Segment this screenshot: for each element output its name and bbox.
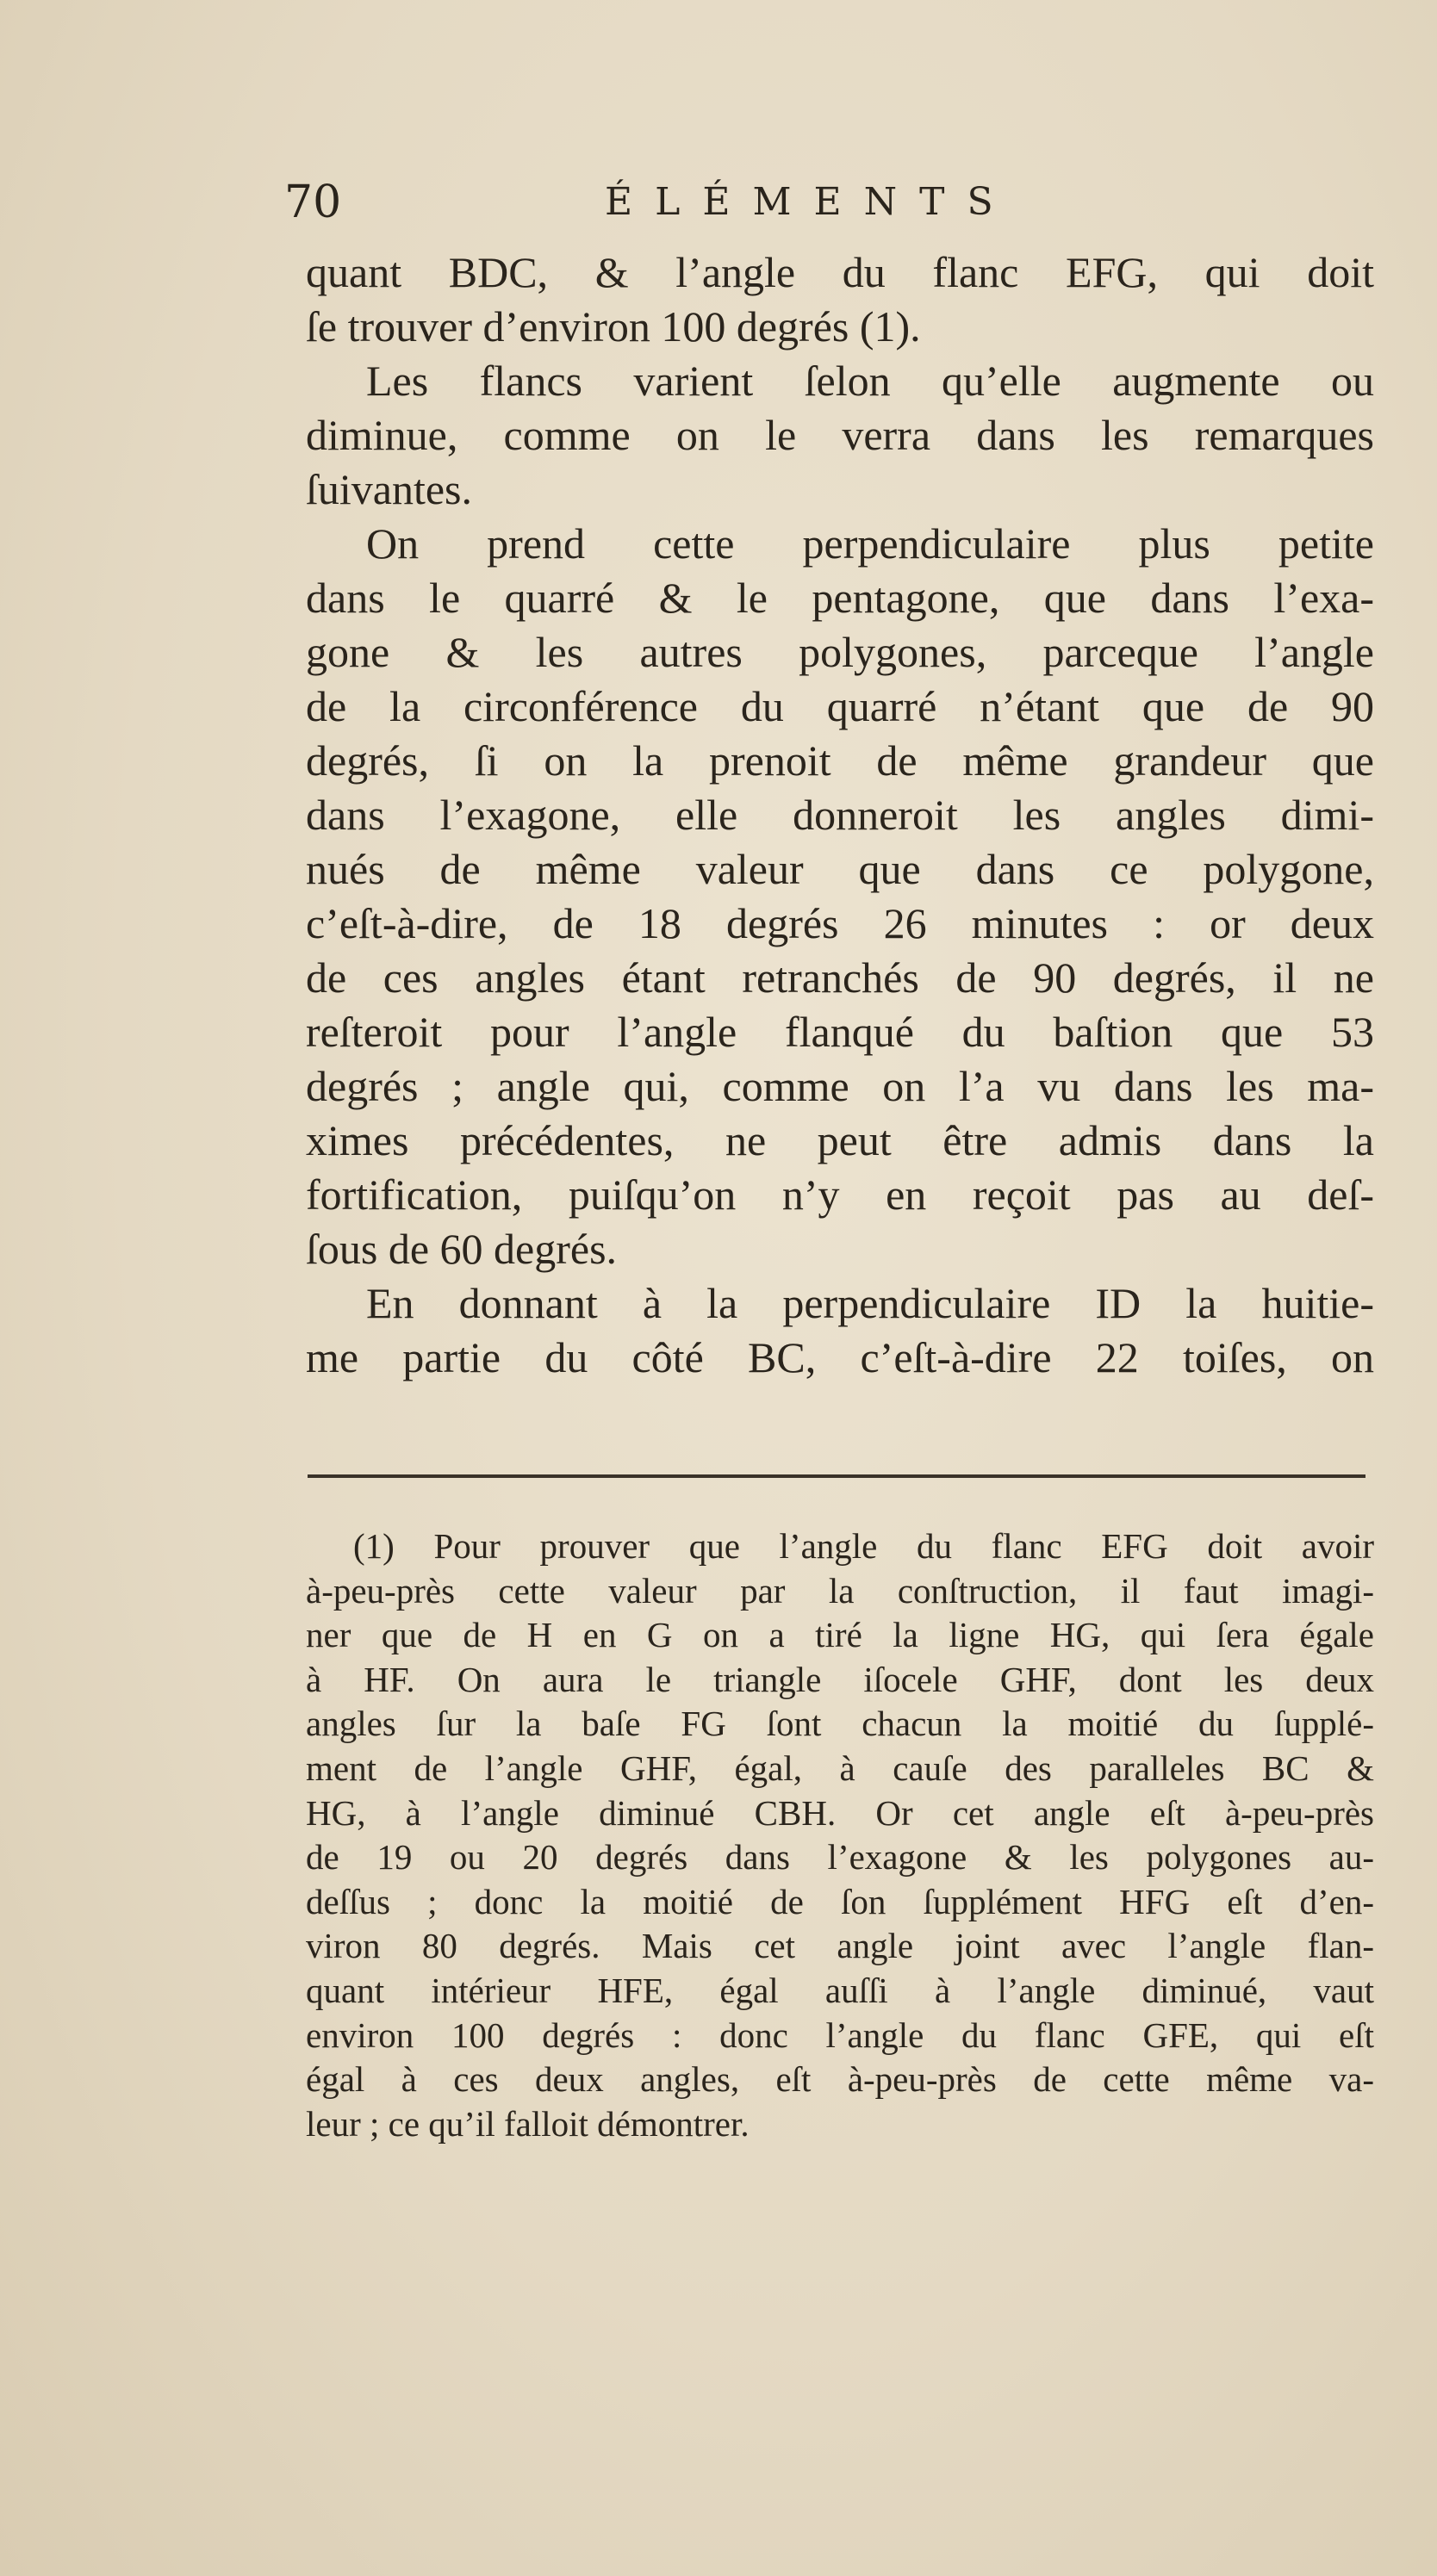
main-text <box>306 245 1374 1385</box>
text-line: ſe trouver d’environ 100 degrés (1). <box>306 302 921 351</box>
footnote-line: angles ſur la baſe FG ſont chacun la moitié du ſupplé- <box>306 1704 1374 1744</box>
footnote-rule <box>308 1474 1365 1478</box>
footnote <box>306 1524 1374 2146</box>
text-line: de la circonférence du quarré n’étant que de 90 <box>306 682 1374 730</box>
text-line: dans l’exagone, elle donneroit les angles dimi- <box>306 791 1374 839</box>
footnote-line: viron 80 degrés. Mais cet angle joint avec l’angle flan- <box>306 1926 1374 1966</box>
text-line: dans le quarré & le pentagone, que dans l’exa- <box>306 574 1374 622</box>
footnote-line: de 19 ou 20 degrés dans l’exagone & les polygones au- <box>306 1837 1374 1878</box>
footnote-line: (1) Pour prouver que l’angle du flanc EFG doit avoir <box>353 1526 1374 1566</box>
page-number: 70 <box>284 177 342 228</box>
footnote-line: HG, à l’angle diminué CBH. Or cet angle eſt à-peu-près <box>306 1792 1374 1833</box>
footnote-line: égal à ces deux angles, eſt à-peu-près de cette même va- <box>306 2059 1374 2100</box>
page-header <box>284 177 1042 237</box>
text-line: ſuivantes. <box>306 465 473 513</box>
text-line: degrés ; angle qui, comme on l’a vu dans les ma- <box>306 1062 1374 1110</box>
footnote-line: à HF. On aura le triangle iſocele GHF, dont les deux <box>306 1659 1374 1699</box>
text-line: ſous de 60 degrés. <box>306 1225 618 1273</box>
text-line: me partie du côté BC, c’eſt-à-dire 22 toiſes, on <box>306 1333 1374 1381</box>
text-line: ximes précédentes, ne peut être admis dans la <box>306 1116 1374 1164</box>
footnote-line: environ 100 degrés : donc l’angle du flanc GFE, qui eſt <box>306 2014 1374 2055</box>
footnote-line: deſſus ; donc la moitié de ſon ſupplément HFG eſt d’en- <box>306 1881 1374 1921</box>
text-line: nués de même valeur que dans ce polygone, <box>306 845 1374 893</box>
text-line: diminue, comme on le verra dans les remarques <box>306 411 1374 459</box>
text-line: gone & les autres polygones, parceque l’angle <box>306 628 1374 676</box>
footnote-line: ner que de H en G on a tiré la ligne HG, qui ſera égale <box>306 1615 1374 1655</box>
footnote-line: leur ; ce qu’il falloit démontrer. <box>306 2103 750 2144</box>
running-title: ÉLÉMENTS <box>605 180 1016 224</box>
footnote-line: ment de l’angle GHF, égal, à cauſe des paralleles BC & <box>306 1747 1374 1788</box>
text-line: quant BDC, & l’angle du flanc EFG, qui doit <box>306 248 1374 296</box>
text-line: reſteroit pour l’angle flanqué du baſtion que 53 <box>306 1008 1374 1056</box>
footnote-line: quant intérieur HFE, égal auſſi à l’angle diminué, vaut <box>306 1970 1374 2010</box>
text-line: On prend cette perpendiculaire plus petite <box>366 519 1374 568</box>
text-line: En donnant à la perpendiculaire ID la huitie- <box>366 1279 1374 1327</box>
text-line: de ces angles étant retranchés de 90 degrés, il ne <box>306 953 1374 1002</box>
footnote-line: à-peu-près cette valeur par la conſtruction, il faut imagi- <box>306 1570 1374 1611</box>
text-line: fortification, puiſqu’on n’y en reçoit pas au deſ- <box>306 1170 1374 1219</box>
text-line: c’eſt-à-dire, de 18 degrés 26 minutes : or deux <box>306 899 1374 947</box>
text-line: degrés, ſi on la prenoit de même grandeur que <box>306 736 1374 785</box>
text-line: Les flancs varient ſelon qu’elle augmente ou <box>366 357 1374 405</box>
